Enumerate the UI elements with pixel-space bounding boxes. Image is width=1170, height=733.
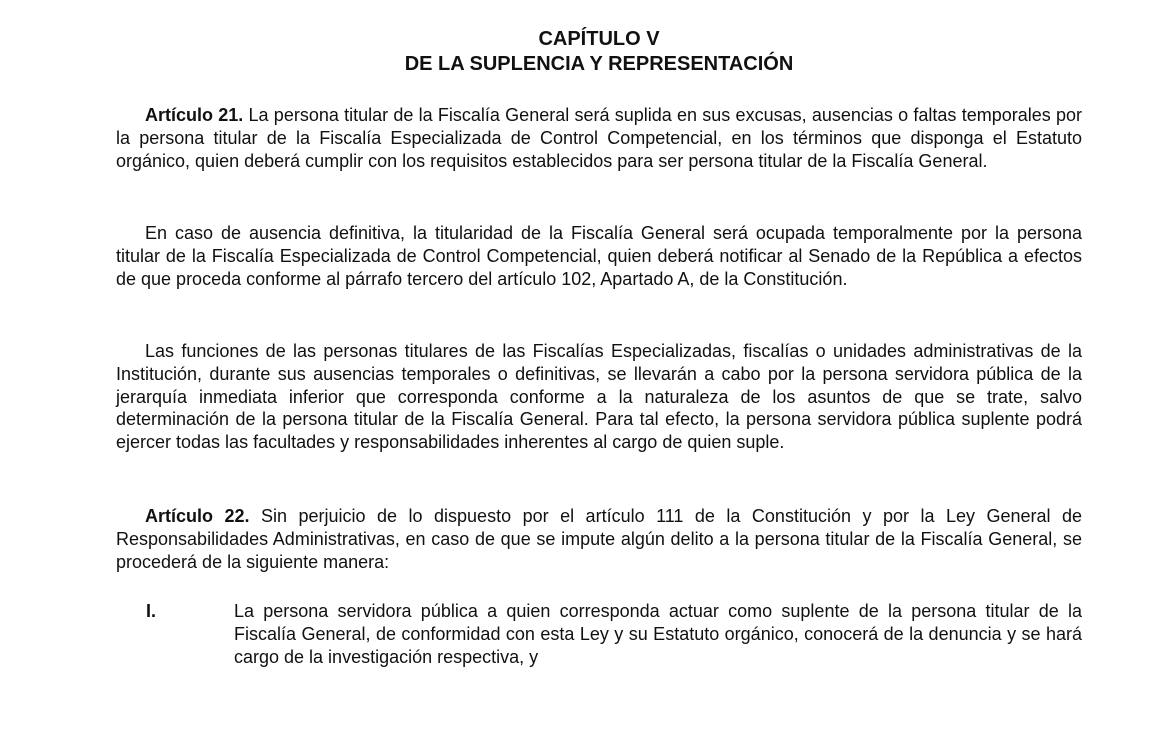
paragraph-text: En caso de ausencia definitiva, la titularidad de la Fiscalía General será ocupada temporalmente por la persona titular de la Fiscalía Especializada de Control Competencial, quien deberá notificar al Senado de la República a efectos de que proceda conforme al párrafo tercero del artículo 102, Apartado A, de la Constitución. [116,223,1082,289]
document-page [116,0,1082,733]
article-21-paragraph [116,104,1082,172]
fraction-text: La persona servidora pública a quien corresponda actuar como suplente de la persona titular de la Fiscalía General, de conformidad con esta Ley y su Estatuto orgánico, conocerá de la denuncia y se hará cargo de la investigación respectiva, y [234,601,1082,667]
paragraph-text: Las funciones de las personas titulares de las Fiscalías Especializadas, fiscalías o unidades administrativas de la Institución, durante sus ausencias temporales o definitivas, se llevarán a cabo por la persona servidora pública de la jerarquía inmediata inferior que corresponda conforme a la naturaleza de los asuntos de que se trate, salvo determinación de la persona titular de la Fiscalía General. Para tal efecto, la persona servidora pública suplente podrá ejercer todas las facultades y responsabilidades inherentes al cargo de quien suple. [116,341,1082,453]
chapter-heading [116,27,1082,77]
chapter-title: DE LA SUPLENCIA Y REPRESENTACIÓN [404,53,794,75]
article-21-third-paragraph [116,340,1082,454]
fraction-numeral: I. [146,601,157,621]
chapter-number: CAPÍTULO V [538,28,660,50]
article-22-label: Artículo 22. [145,506,250,526]
article-22-paragraph [116,505,1082,573]
article-21-second-paragraph [116,222,1082,290]
article-22-text: Sin perjuicio de lo dispuesto por el artículo 111 de la Constitución y por la Ley General de Responsabilidades Administrativas, en caso de que se impute algún delito a la persona titular de la Fiscalía General, se procederá de la siguiente manera: [116,506,1082,572]
article-21-label: Artículo 21. [145,105,244,125]
article-21-text: La persona titular de la Fiscalía General será suplida en sus excusas, ausencias o faltas temporales por la persona titular de la Fiscalía Especializada de Control Competencial, en los términos que disponga el Estatuto orgánico, quien deberá cumplir con los requisitos establecidos para ser persona titular de la Fiscalía General. [116,105,1082,171]
